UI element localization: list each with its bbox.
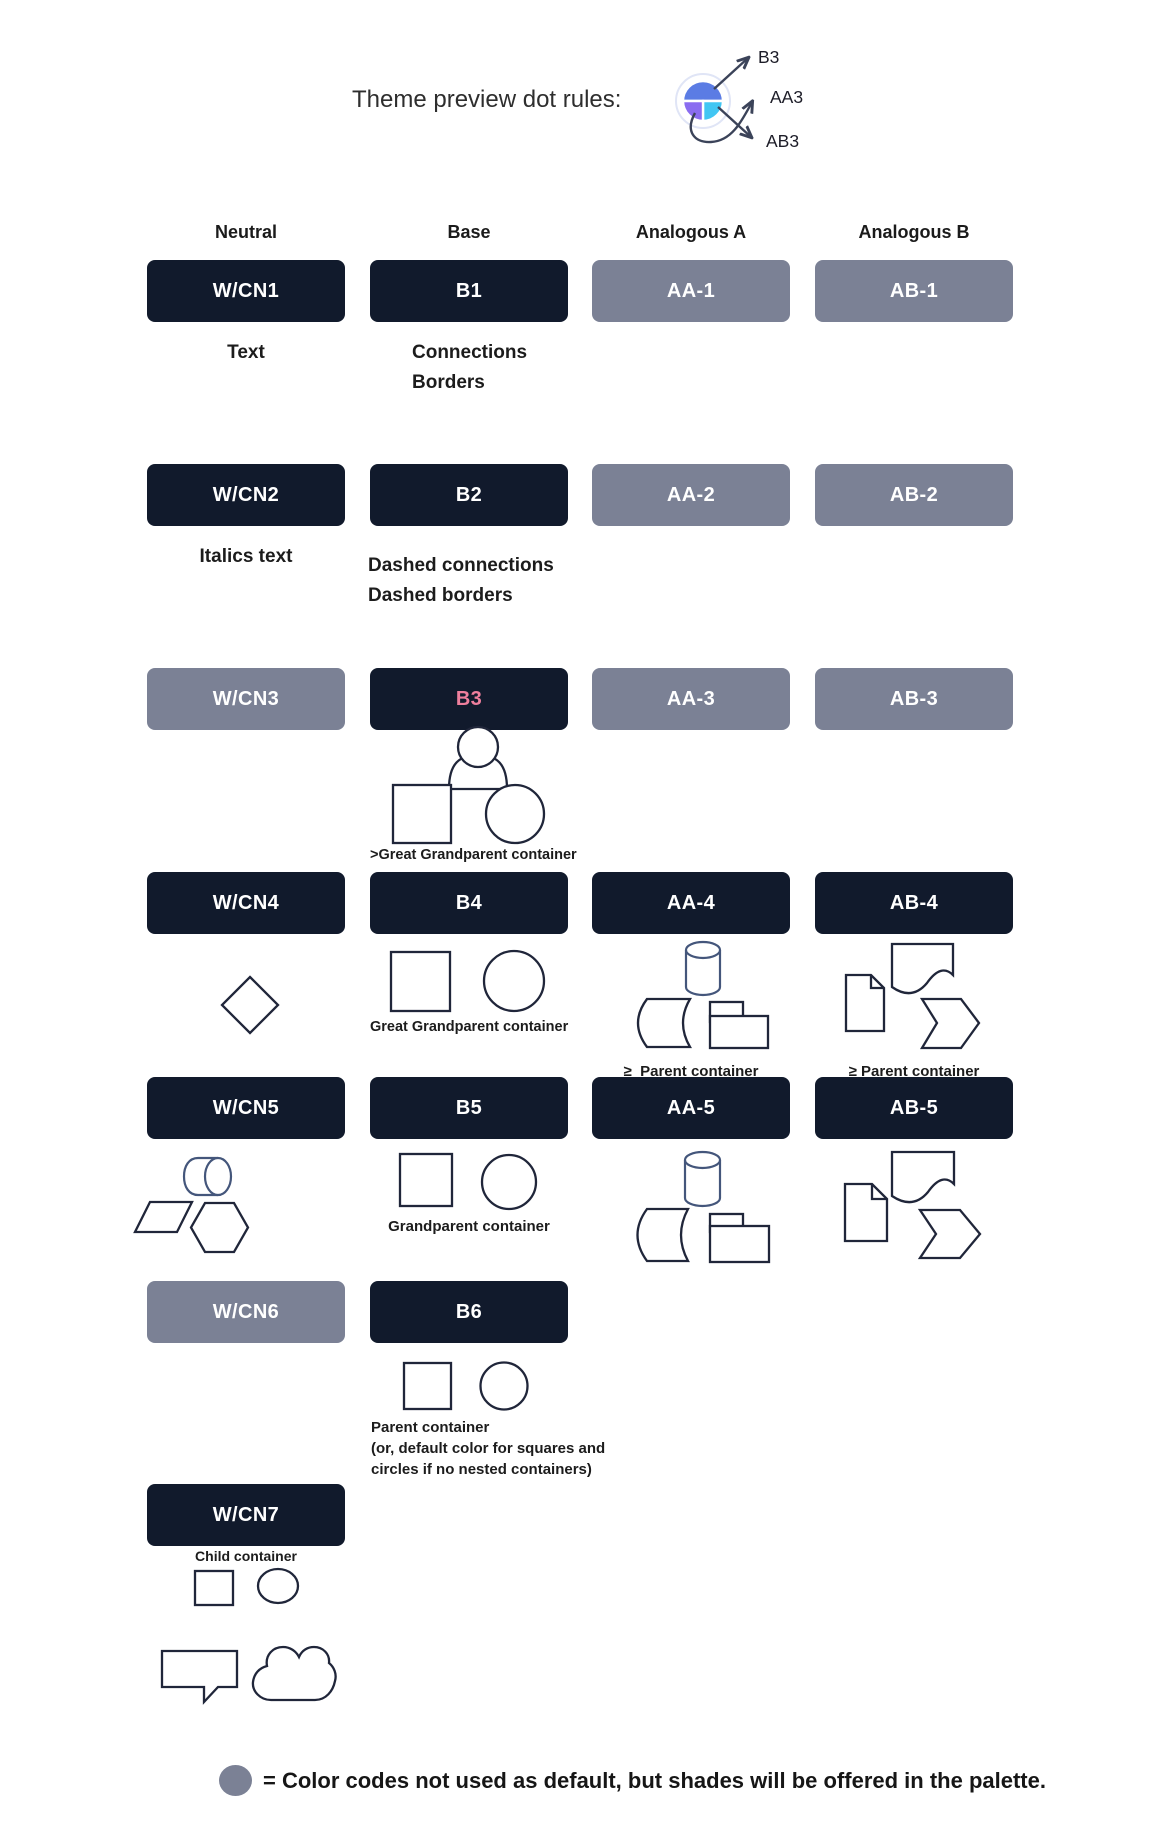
- annotation-b5-grandparent: Grandparent container: [388, 1218, 550, 1235]
- square-icon: [391, 952, 450, 1011]
- annotation-connections: Connections: [412, 342, 528, 363]
- stored-data-icon: [638, 1209, 689, 1261]
- annotation-ab4-parent: ≥ Parent container: [848, 1063, 980, 1080]
- annotation-connections-borders: [412, 338, 527, 398]
- folder-icon: [710, 1002, 743, 1022]
- hexagon-icon: [191, 1203, 248, 1252]
- folder-icon: [710, 1226, 769, 1262]
- swatch-aa4: AA-4: [592, 872, 790, 934]
- folder-icon: [710, 1016, 768, 1048]
- swatch-wcn5: W/CN5: [147, 1077, 345, 1139]
- swatch-wcn1: W/CN1: [147, 260, 345, 322]
- swatch-wcn6: W/CN6: [147, 1281, 345, 1343]
- annotation-wcn7-child: Child container: [195, 1548, 297, 1564]
- gray-dot-icon: [219, 1765, 252, 1796]
- legend-label-b3: B3: [758, 47, 780, 67]
- flag-icon: [892, 1152, 954, 1202]
- swatch-b3: B3: [370, 668, 568, 730]
- annotation-borders: Borders: [412, 372, 485, 393]
- annotation-b3-great-grandparent: >Great Grandparent container: [370, 847, 577, 863]
- arrow-icon: [714, 58, 748, 89]
- annotation-dashed: [368, 551, 554, 611]
- cylinder-icon: [685, 1160, 720, 1206]
- swatch-b1: B1: [370, 260, 568, 322]
- parallelogram-icon: [135, 1202, 192, 1232]
- diamond-icon: [222, 977, 278, 1033]
- chevron-banner-icon: [922, 999, 979, 1048]
- square-icon: [400, 1154, 452, 1206]
- footnote-text: = Color codes not used as default, but shades will be offered in the palette.: [263, 1768, 1046, 1793]
- swatch-b6: B6: [370, 1281, 568, 1343]
- circle-icon: [481, 1363, 528, 1410]
- annotation-text: Text: [227, 342, 265, 363]
- swatch-aa3: AA-3: [592, 668, 790, 730]
- swatch-wcn7: W/CN7: [147, 1484, 345, 1546]
- document-icon: [872, 1184, 887, 1199]
- swatch-aa1: AA-1: [592, 260, 790, 322]
- speech-bubble-icon: [162, 1651, 237, 1702]
- square-icon: [393, 785, 451, 843]
- annotation-dashed-connections: Dashed connections: [368, 555, 554, 576]
- person-icon: [458, 727, 498, 767]
- legend-label-ab3: AB3: [766, 131, 800, 151]
- swatch-b5: B5: [370, 1077, 568, 1139]
- swatch-aa5: AA-5: [592, 1077, 790, 1139]
- cylinder-icon: [686, 950, 720, 995]
- document-icon: [871, 975, 884, 988]
- page-title: Theme preview dot rules:: [352, 86, 622, 113]
- annotation-b6-line1: Parent container: [371, 1419, 490, 1436]
- swatch-b4: B4: [370, 872, 568, 934]
- column-header-base: Base: [447, 222, 491, 242]
- annotation-b6-line3: circles if no nested containers): [371, 1461, 592, 1478]
- column-header-analogous-a: Analogous A: [635, 222, 747, 242]
- legend-label-aa3: AA3: [770, 87, 804, 107]
- document-icon: [846, 975, 884, 1031]
- cloud-icon: [253, 1647, 336, 1700]
- cylinder-icon: [685, 1152, 720, 1168]
- annotation-b6-line2: (or, default color for squares and: [371, 1440, 606, 1457]
- cylinder-icon: [686, 942, 720, 958]
- folder-icon: [710, 1214, 743, 1232]
- swatch-ab4: AB-4: [815, 872, 1013, 934]
- dot-wedge-cyan: [703, 101, 723, 121]
- stored-data-icon: [638, 999, 690, 1047]
- annotation-dashed-borders: Dashed borders: [368, 585, 513, 606]
- cylinder-icon: [184, 1158, 218, 1195]
- circle-icon: [484, 951, 544, 1011]
- square-icon: [195, 1571, 233, 1605]
- annotation-aa4-parent: ≥ Parent container: [623, 1063, 759, 1080]
- swatch-wcn2: W/CN2: [147, 464, 345, 526]
- person-icon: [449, 755, 507, 789]
- column-header-analogous-b: Analogous B: [858, 222, 970, 242]
- swatch-wcn3: W/CN3: [147, 668, 345, 730]
- circle-icon: [486, 785, 544, 843]
- cylinder-icon: [205, 1158, 231, 1195]
- circle-icon: [258, 1569, 298, 1603]
- circle-icon: [482, 1155, 536, 1209]
- swatch-aa2: AA-2: [592, 464, 790, 526]
- swatch-ab2: AB-2: [815, 464, 1013, 526]
- document-icon: [845, 1184, 887, 1241]
- swatch-wcn4: W/CN4: [147, 872, 345, 934]
- dot-wedge-blue: [683, 81, 723, 101]
- annotation-b6-parent: [371, 1417, 605, 1480]
- swatch-b2: B2: [370, 464, 568, 526]
- column-header-neutral: Neutral: [214, 222, 277, 242]
- swatch-ab3: AB-3: [815, 668, 1013, 730]
- square-icon: [404, 1363, 451, 1409]
- chevron-banner-icon: [920, 1210, 980, 1258]
- annotation-italics-text: Italics text: [199, 546, 293, 567]
- flag-icon: [892, 944, 953, 993]
- swatch-ab1: AB-1: [815, 260, 1013, 322]
- swatch-ab5: AB-5: [815, 1077, 1013, 1139]
- annotation-b4-great-grandparent: Great Grandparent container: [370, 1019, 569, 1035]
